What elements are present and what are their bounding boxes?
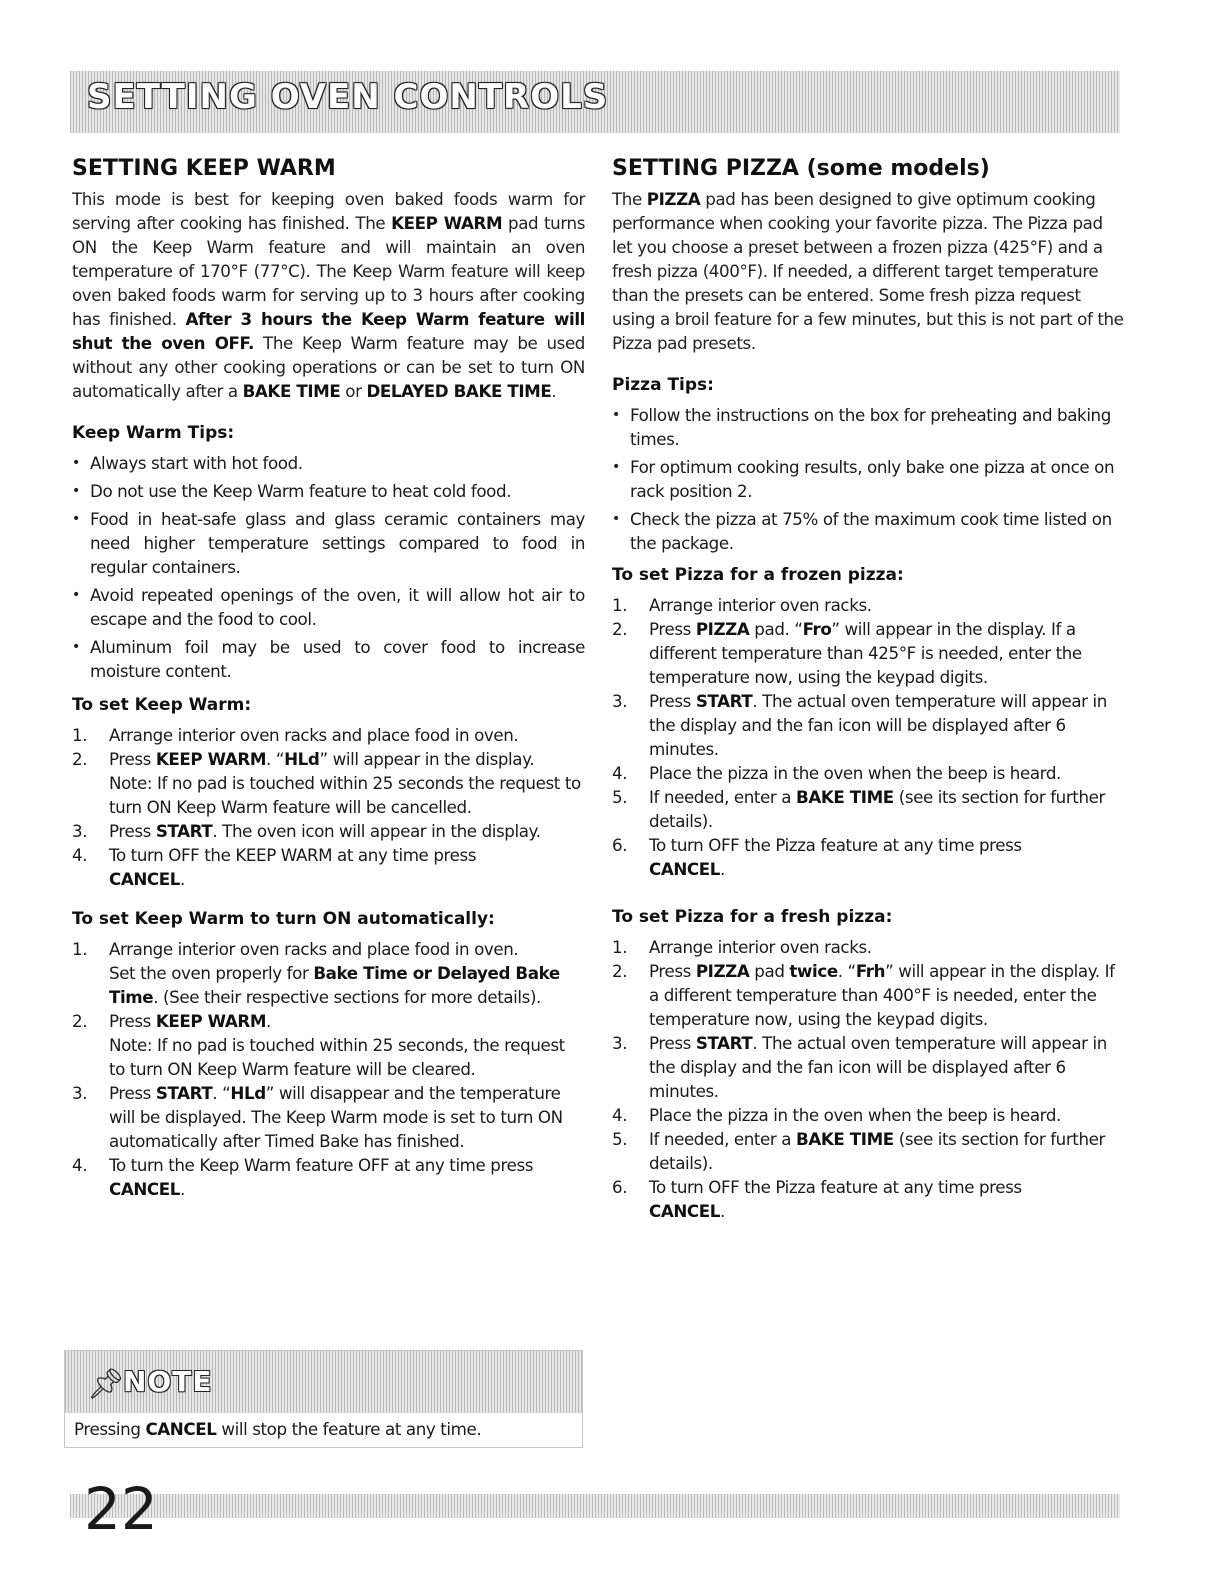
pizza-title: SETTING PIZZA (some models): [612, 156, 990, 181]
tip-item: • Follow the instructions on the box for preheating and baking times.: [612, 403, 1127, 451]
bold-term: START: [155, 821, 213, 841]
step-item: 2. Press KEEP WARM. “HLd” will appear in the display. Note: If no pad is touched within 25 seconds the request to turn ON Keep Warm feature will be cancelled.: [72, 749, 581, 817]
fresh-pizza-heading: To set Pizza for a fresh pizza:: [612, 907, 893, 927]
tip-item: • Aluminum foil may be used to cover food to increase moisture content.: [72, 635, 585, 683]
step-number: 3.: [612, 691, 628, 711]
step-number: 6.: [612, 835, 628, 855]
step-item: 2. Press PIZZA pad twice. “Frh” will appear in the display. If a different temperature than 400°F is needed, enter the temperature now, using the keypad digits.: [612, 961, 1115, 1029]
step-item: 5. If needed, enter a BAKE TIME (see its section for further details).: [612, 1129, 1105, 1173]
tip-item: • For optimum cooking results, only bake one pizza at once on rack position 2.: [612, 455, 1127, 503]
pizza-tips-heading: Pizza Tips:: [612, 375, 714, 395]
step-number: 2.: [612, 619, 628, 639]
step-item: 3. Press START. The actual oven temperature will appear in the display and the fan icon will be displayed after 6 minutes.: [612, 1033, 1107, 1101]
step-number: 4.: [612, 1105, 628, 1125]
bold-term: HLd: [284, 749, 320, 769]
step-item: 1. Arrange interior oven racks.: [612, 595, 872, 615]
bold-term: After 3 hours the Keep Warm feature will shut the oven OFF.: [72, 309, 585, 353]
pushpin-icon: 📌︎: [87, 1367, 126, 1402]
bold-term: PIZZA: [695, 961, 750, 981]
auto-keep-warm-heading: To set Keep Warm to turn ON automatically:: [72, 909, 495, 929]
step-number: 3.: [72, 821, 88, 841]
bold-term: START: [155, 1083, 213, 1103]
frozen-pizza-steps: [612, 593, 1127, 881]
keep-warm-intro: This mode is best for keeping oven baked foods warm for serving after cooking has finished. The KEEP WARM pad turns ON the Keep Warm feature and will maintain an oven temperature of 170°F (77°C). The Keep Warm feature will keep oven baked foods warm for serving up to 3 hours after cooking has finished. After 3 hours the Keep Warm feature will shut the oven OFF. The Keep Warm feature may be used without any other cooking operations or can be set to turn ON automatically after a BAKE TIME or DELAYED BAKE TIME.: [72, 189, 586, 401]
bold-term: KEEP WARM: [155, 749, 267, 769]
bold-term: CANCEL: [109, 869, 181, 889]
step-item: 5. If needed, enter a BAKE TIME (see its section for further details).: [612, 787, 1105, 831]
step-item: 4. To turn OFF the KEEP WARM at any time press CANCEL.: [72, 845, 477, 889]
bold-term: Fro: [802, 619, 832, 639]
pizza-tips-list: [612, 403, 1127, 555]
bold-term: CANCEL: [145, 1419, 217, 1439]
tip-item: • Check the pizza at 75% of the maximum cook time listed on the package.: [612, 507, 1127, 555]
step-number: 2.: [612, 961, 628, 981]
step-item: 1. Arrange interior oven racks and place food in oven.: [72, 725, 519, 745]
note-text: Pressing CANCEL will stop the feature at any time.: [74, 1419, 482, 1439]
step-number: 1.: [612, 937, 628, 957]
step-number: 5.: [612, 1129, 628, 1149]
tip-item: • Food in heat-safe glass and glass ceramic containers may need higher temperature settings compared to food in regular containers.: [72, 507, 585, 579]
step-item: 4. To turn the Keep Warm feature OFF at any time press CANCEL.: [72, 1155, 534, 1199]
fresh-pizza-steps: [612, 935, 1127, 1223]
page-title: SETTING OVEN CONTROLS: [87, 77, 609, 117]
tip-item: • Always start with hot food.: [72, 451, 585, 475]
step-number: 1.: [72, 939, 88, 959]
step-number: 2.: [72, 1011, 88, 1031]
note-title: NOTE: [123, 1365, 213, 1398]
step-item: 1. Arrange interior oven racks.: [612, 937, 872, 957]
right-column: [612, 150, 1127, 1223]
left-column: [72, 150, 585, 1201]
tip-item: • Avoid repeated openings of the oven, it will allow hot air to escape and the food to cool.: [72, 583, 585, 631]
bold-term: PIZZA: [646, 189, 701, 209]
step-item: 3. Press START. “HLd” will disappear and the temperature will be displayed. The Keep Warm mode is set to turn ON automatically after Timed Bake has finished.: [72, 1083, 563, 1151]
auto-keep-warm-steps: [72, 937, 585, 1201]
note-header: [65, 1351, 582, 1413]
note-box: [64, 1350, 583, 1448]
bold-term: Frh: [855, 961, 886, 981]
step-number: 3.: [612, 1033, 628, 1053]
step-number: 4.: [612, 763, 628, 783]
bold-term: BAKE TIME: [796, 1129, 894, 1149]
bold-term: KEEP WARM: [391, 213, 503, 233]
page-number: 22: [84, 1475, 158, 1543]
pizza-intro: The PIZZA pad has been designed to give optimum cooking performance when cooking your favorite pizza. The Pizza pad let you choose a preset between a frozen pizza (425°F) and a fresh pizza (400°F). If needed, a different target temperature than the presets can be entered. Some fresh pizza request using a broil feature for a few minutes, but this is not part of the Pizza pad presets.: [612, 189, 1124, 353]
step-item: 4. Place the pizza in the oven when the beep is heard.: [612, 1105, 1061, 1125]
bold-term: CANCEL: [649, 1201, 721, 1221]
footer-rule: [70, 1494, 1120, 1518]
step-item: 6. To turn OFF the Pizza feature at any time press CANCEL.: [612, 835, 1022, 879]
frozen-pizza-heading: To set Pizza for a frozen pizza:: [612, 565, 904, 585]
bold-term: CANCEL: [109, 1179, 181, 1199]
bold-term: CANCEL: [649, 859, 721, 879]
step-number: 3.: [72, 1083, 88, 1103]
bold-term: PIZZA: [695, 619, 750, 639]
keep-warm-tips-list: [72, 451, 585, 683]
step-item: 6. To turn OFF the Pizza feature at any time press CANCEL.: [612, 1177, 1022, 1221]
step-item: 3. Press START. The oven icon will appear in the display.: [72, 821, 541, 841]
step-number: 4.: [72, 1155, 88, 1175]
step-number: 1.: [612, 595, 628, 615]
bold-term: START: [695, 1033, 753, 1053]
keep-warm-tips-heading: Keep Warm Tips:: [72, 423, 235, 443]
section-banner: [70, 71, 1120, 133]
bold-term: START: [695, 691, 753, 711]
bold-term: HLd: [230, 1083, 266, 1103]
bold-term: twice: [789, 961, 838, 981]
bold-term: DELAYED BAKE TIME: [366, 381, 552, 401]
bold-term: Bake Time or Delayed Bake Time: [109, 963, 560, 1007]
keep-warm-title: SETTING KEEP WARM: [72, 156, 336, 181]
step-number: 2.: [72, 749, 88, 769]
step-number: 4.: [72, 845, 88, 865]
bold-term: BAKE TIME: [242, 381, 341, 401]
step-number: 6.: [612, 1177, 628, 1197]
step-item: 2. Press PIZZA pad. “Fro” will appear in the display. If a different temperature than 425°F is needed, enter the temperature now, using the keypad digits.: [612, 619, 1082, 687]
step-number: 1.: [72, 725, 88, 745]
step-item: 4. Place the pizza in the oven when the beep is heard.: [612, 763, 1061, 783]
tip-item: • Do not use the Keep Warm feature to heat cold food.: [72, 479, 585, 503]
step-item: 1. Arrange interior oven racks and place food in oven. Set the oven properly for Bake Time or Delayed Bake Time. (See their respective sections for more details).: [72, 939, 560, 1007]
set-keep-warm-heading: To set Keep Warm:: [72, 695, 252, 715]
step-number: 5.: [612, 787, 628, 807]
bold-term: BAKE TIME: [796, 787, 894, 807]
set-keep-warm-steps: [72, 723, 585, 891]
step-item: 2. Press KEEP WARM. Note: If no pad is touched within 25 seconds, the request to turn ON Keep Warm feature will be cleared.: [72, 1011, 565, 1079]
bold-term: KEEP WARM: [155, 1011, 267, 1031]
step-item: 3. Press START. The actual oven temperature will appear in the display and the fan icon will be displayed after 6 minutes.: [612, 691, 1107, 759]
